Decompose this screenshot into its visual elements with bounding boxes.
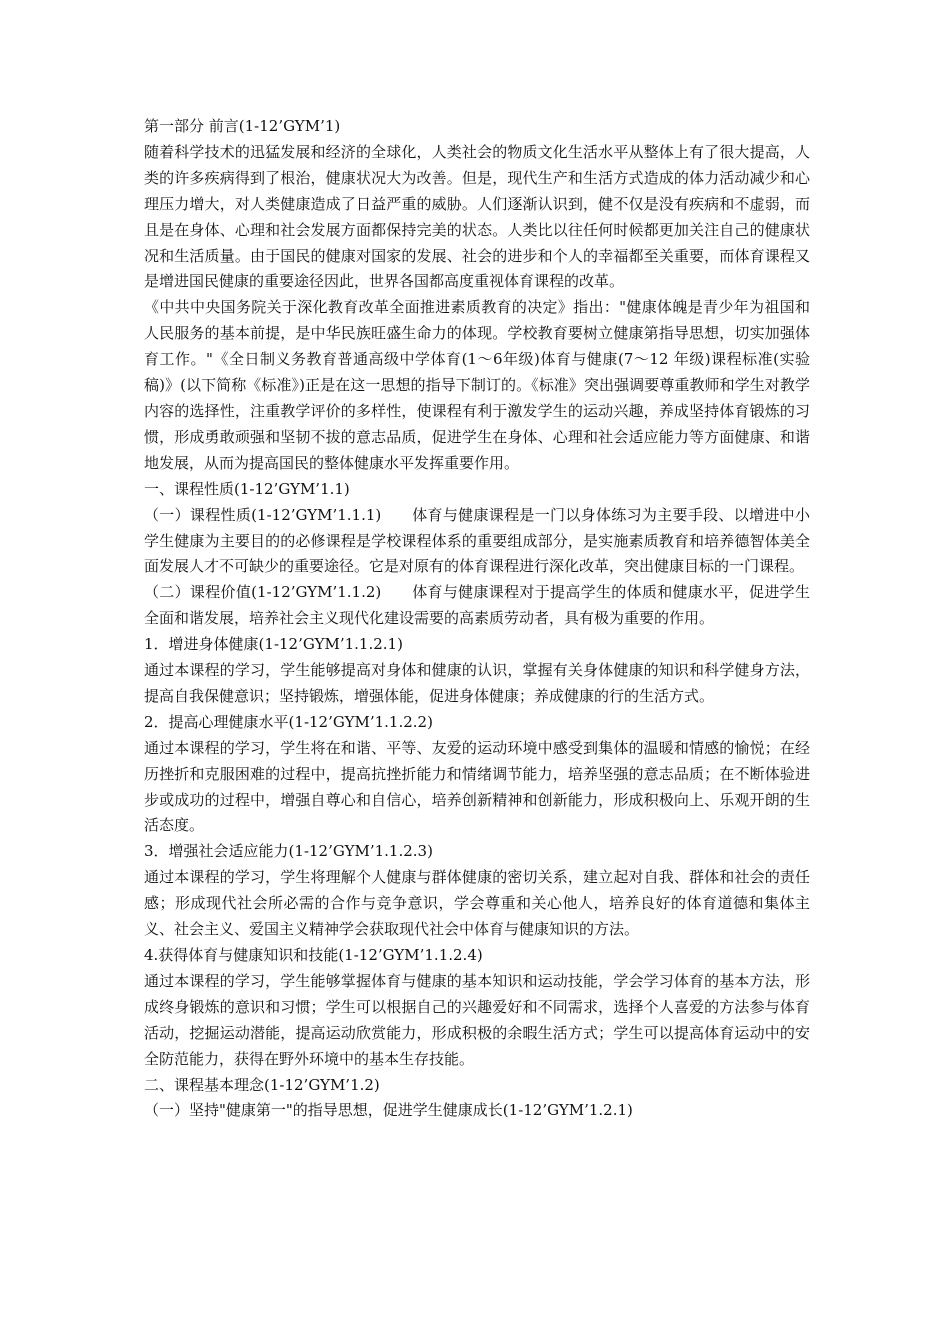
value-1-heading: 1．增进身体健康(1-12’GYM’1.1.2.1): [144, 635, 403, 654]
section-1-2-paragraph: （二）课程价值(1-12’GYM’1.1.2) 体育与健康课程对于提高学生的体质和健康水平，促进学生全面和谐发展，培养社会主义现代化建设需要的高素质劳动者，具有极为重要的作用。: [144, 583, 810, 628]
section-1-heading: 一、课程性质(1-12’GYM’1.1): [144, 479, 350, 498]
intro-paragraph-2: 《中共中央国务院关于深化教育改革全面推进素质教育的决定》指出："健康体魄是青少年为祖国和人民服务的基本前提，是中华民族旺盛生命力的体现。学校教育要树立健康第指导思想，切实加强体育工作。"《全日制义务教育普通高级中学体育(1～6年级)体育与健康(7～12 年级)课程标准(实验稿)》(以下简称《标准》)正是在这一思想的指导下制订的。《标准》突出强调要尊重教师和学生对教学内容的选择性，注重教学评价的多样性，使课程有利于激发学生的运动兴趣，养成坚持体育锻炼的习惯，形成勇敢顽强和坚韧不拔的意志品质，促进学生在身体、心理和社会适应能力等方面健康、和谐地发展，从而为提高国民的整体健康水平发挥重要作用。: [144, 298, 810, 472]
value-3-text: 通过本课程的学习，学生将理解个人健康与群体健康的密切关系，建立起对自我、群体和社会的责任感；形成现代社会所必需的合作与竞争意识，学会尊重和关心他人，培养良好的体育道德和集体主义、社会主义、爱国主义精神学会获取现代社会中体育与健康知识的方法。: [144, 868, 810, 939]
value-1-text: 通过本课程的学习，学生能够提高对身体和健康的认识，掌握有关身体健康的知识和科学健身方法，提高自我保健意识；坚持锻炼，增强体能，促进身体健康；养成健康的行的生活方式。: [144, 661, 810, 705]
section-2-1-paragraph: （一）坚持"健康第一"的指导思想，促进学生健康成长(1-12’GYM’1.2.1): [144, 1101, 633, 1120]
value-4-heading: 4.获得体育与健康知识和技能(1-12’GYM’1.1.2.4): [144, 946, 483, 964]
value-2-text: 通过本课程的学习，学生将在和谐、平等、友爱的运动环境中感受到集体的温暖和情感的愉悦；在经历挫折和克服困难的过程中，提高抗挫折能力和情绪调节能力，培养坚强的意志品质；在不断体验进步或成功的过程中，增强自尊心和自信心，培养创新精神和创新能力，形成积极向上、乐观开朗的生活态度。: [144, 738, 810, 835]
value-4-text: 通过本课程的学习，学生能够掌握体育与健康的基本知识和运动技能，学会学习体育的基本方法，形成终身锻炼的意识和习惯；学生可以根据自己的兴趣爱好和不同需求，选择个人喜爱的方法参与体育活动，挖掘运动潜能，提高运动欣赏能力，形成积极的余暇生活方式；学生可以提高体育运动中的安全防范能力，获得在野外环境中的基本生存技能。: [144, 971, 810, 1068]
document-page: [144, 114, 810, 1124]
intro-paragraph-1: 随着科学技术的迅猛发展和经济的全球化，人类社会的物质文化生活水平从整体上有了很大提高，人类的许多疾病得到了根治，健康状况大为改善。但是，现代生产和生活方式造成的体力活动减少和心理压力增大，对人类健康造成了日益严重的威胁。人们逐渐认识到，健不仅是没有疾病和不虚弱，而且是在身体、心理和社会发展方面都保持完美的状态。人类比以往任何时候都更加关注自己的健康状况和生活质量。由于国民的健康对国家的发展、社会的进步和个人的幸福都至关重要，而体育课程又是增进国民健康的重要途径因此，世界各国都高度重视体育课程的改革。: [144, 142, 810, 291]
value-3-heading: 3．增强社会适应能力(1-12’GYM’1.1.2.3): [144, 842, 433, 861]
section-1-1-paragraph: （一）课程性质(1-12’GYM’1.1.1) 体育与健康课程是一门以身体练习为主要手段、以增进中小学生健康为主要目的的必修课程是学校课程体系的重要组成部分，是实施素质教育和培养德智体美全面发展人才不可缺少的重要途径。它是对原有的体育课程进行深化改革，突出健康目标的一门课程。: [144, 505, 810, 576]
document-title: 第一部分 前言(1-12’GYM’1): [144, 117, 341, 135]
value-2-heading: 2．提高心理健康水平(1-12’GYM’1.1.2.2): [144, 712, 433, 731]
section-2-heading: 二、课程基本理念(1-12’GYM’1.2): [144, 1075, 380, 1094]
